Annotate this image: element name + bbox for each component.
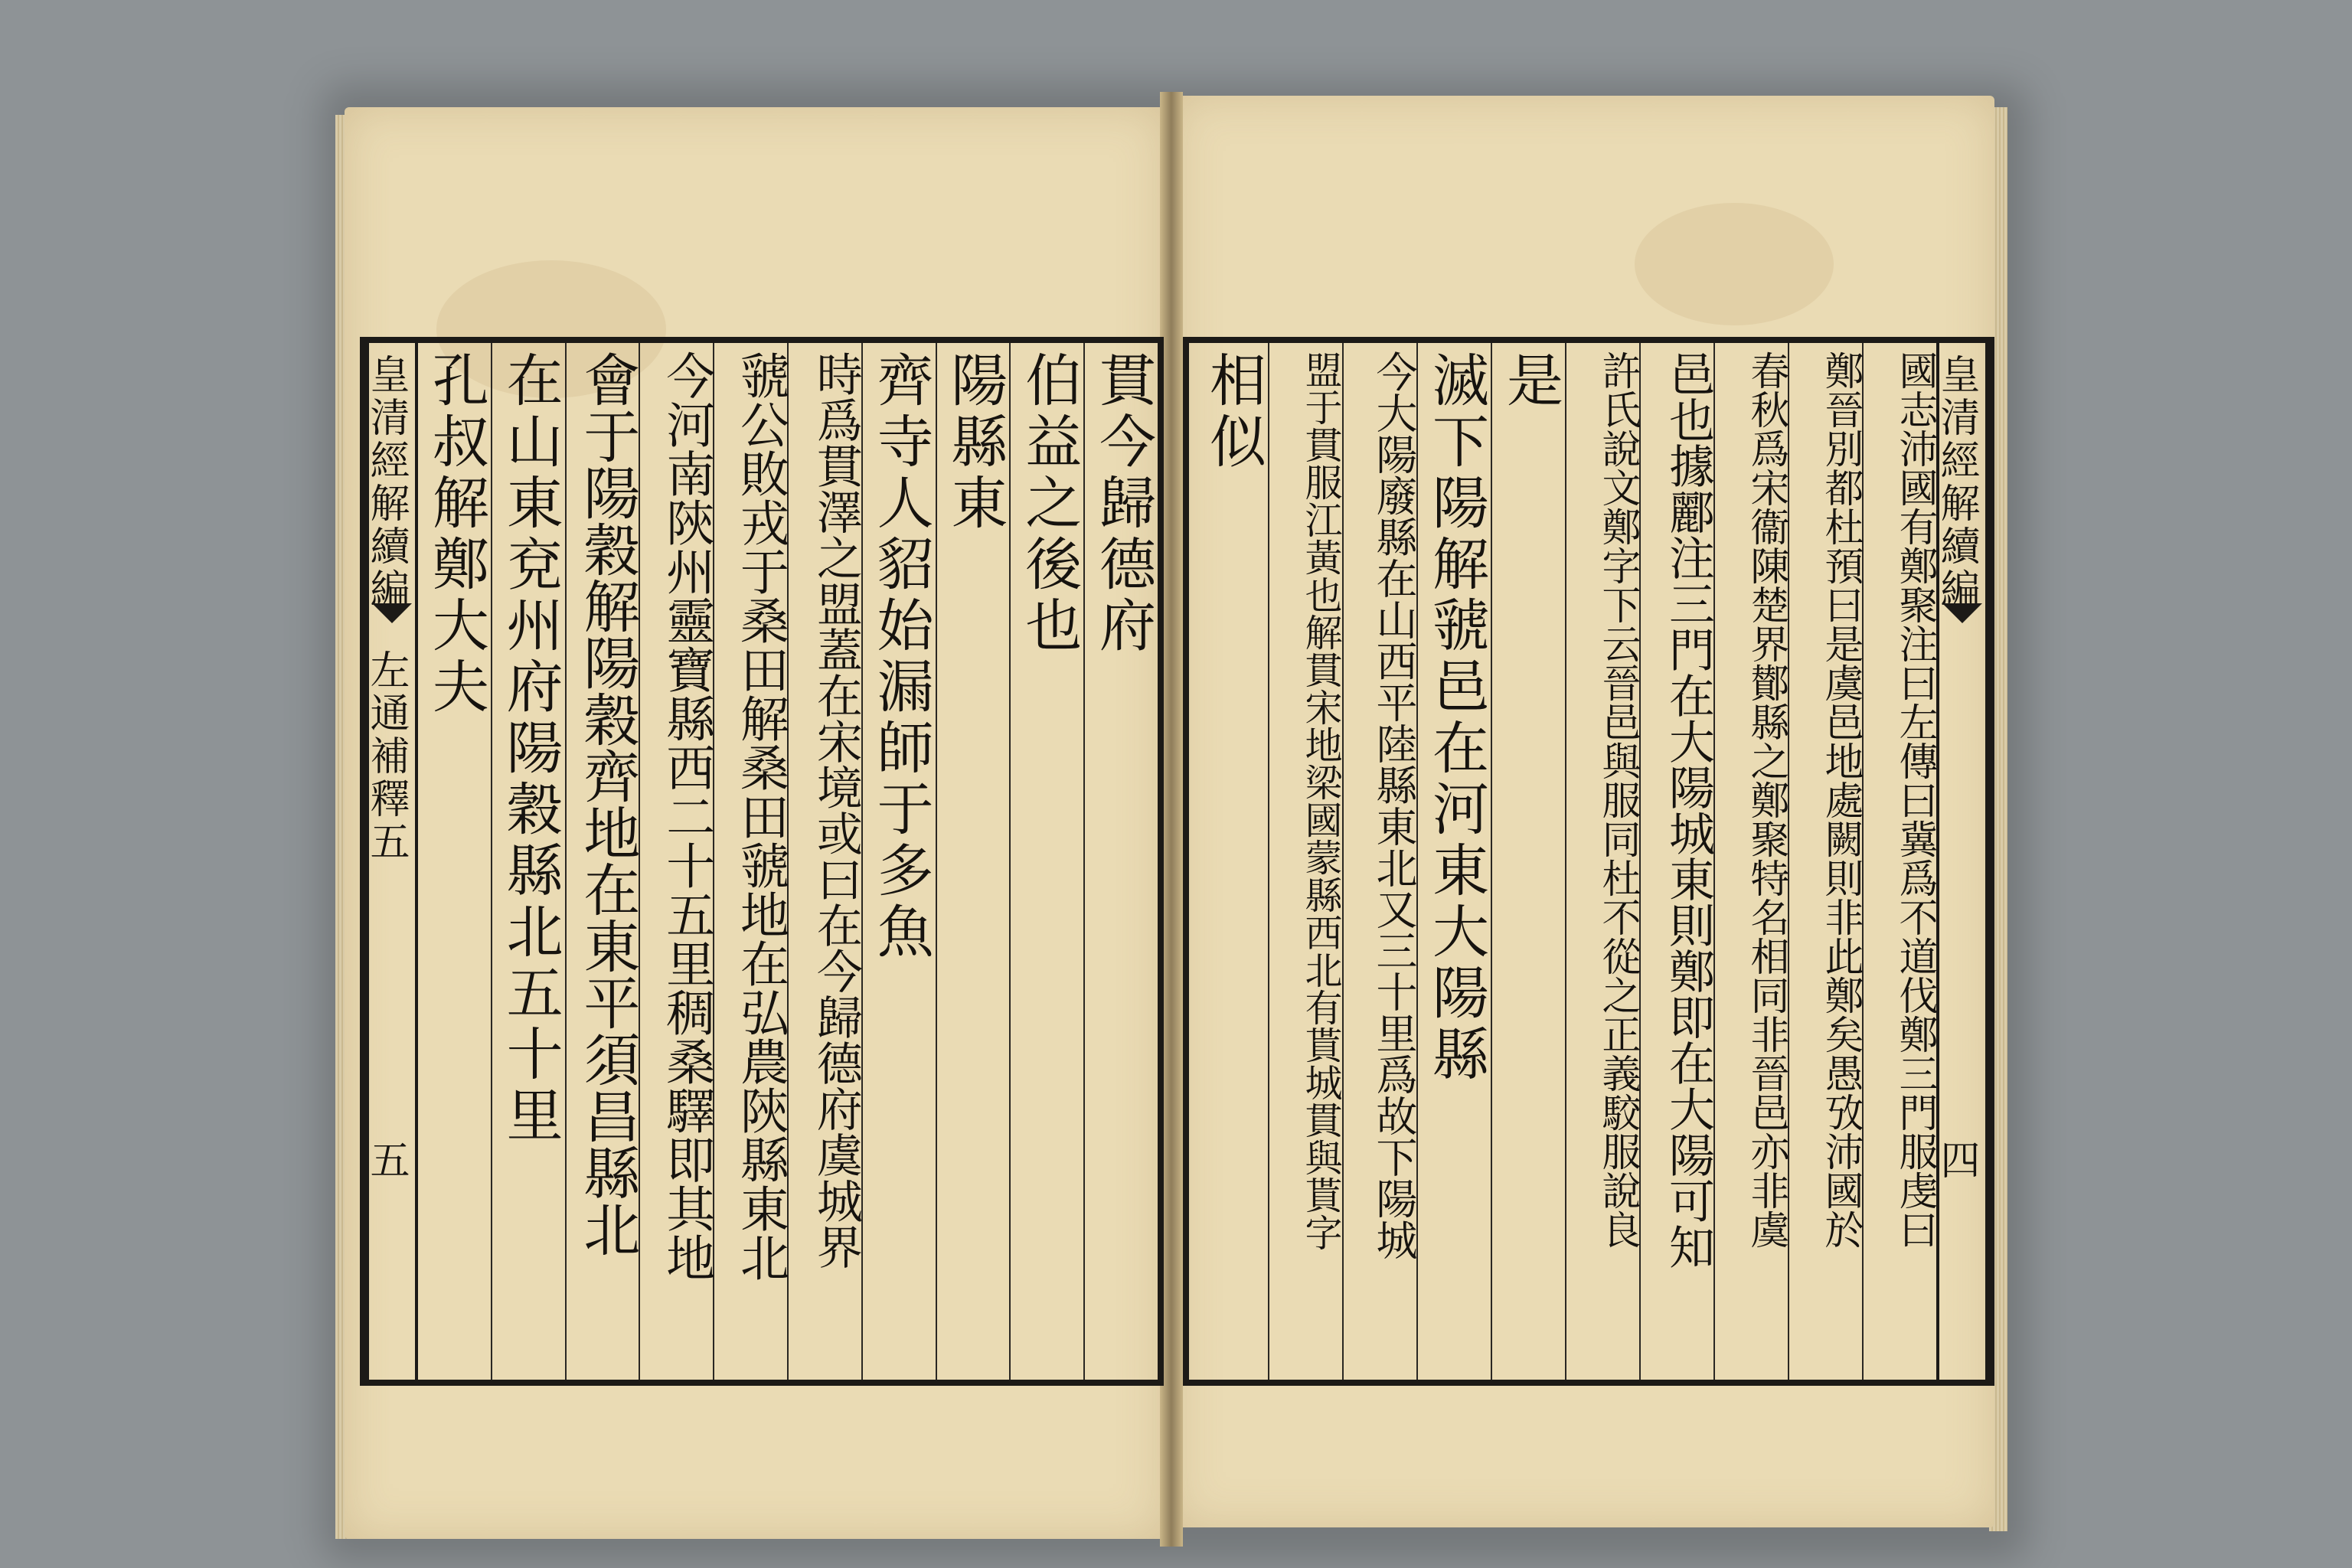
text-column: 鄭晉別都杜預曰是虞邑地處闕則非此鄭矣愚攷沛國於 [1788, 343, 1862, 1380]
text-column: 今大陽廢縣在山西平陸縣東北又三十里爲故下陽城 [1342, 343, 1416, 1380]
text-column: 邑也據酈注三門在大陽城東則鄭即在大陽可知 [1639, 343, 1713, 1380]
left-columns [418, 343, 1158, 1380]
text-column: 許氏說文鄭字下云晉邑與服同杜不從之正義駮服說良 [1565, 343, 1639, 1380]
leaf-number: 四 [1933, 1139, 1979, 1182]
text-column: 相似 [1200, 351, 1266, 473]
text-column: 時爲貫澤之盟蓋在宋境或曰在今歸德府虞城界 [787, 343, 861, 1380]
right-columns [1189, 343, 1936, 1380]
text-column: 是 [1491, 343, 1565, 1380]
text-column: 貫今歸德府 [1083, 343, 1158, 1380]
text-column: 在山東兗州府陽穀縣北五十里 [491, 343, 565, 1380]
right-center-strip [1933, 343, 1988, 1380]
text-column: 孔叔解鄭大夫 [423, 351, 489, 718]
text-column: 滅下陽解虢邑在河東大陽縣 [1416, 343, 1491, 1380]
text-column: 會于陽穀解陽穀齊地在東平須昌縣北 [565, 343, 639, 1380]
fish-tail-mark [1942, 603, 1982, 623]
left-center-strip [363, 343, 418, 1380]
book-title: 皇清經解續編 [1933, 354, 1979, 611]
paper-stain [1635, 203, 1834, 325]
text-column: 陽縣東 [936, 343, 1010, 1380]
text-column: 春秋爲宋衞陳楚界鄼縣之鄭聚特名相同非晉邑亦非虞 [1713, 343, 1788, 1380]
leaf-number: 五 [363, 1139, 409, 1182]
text-column: 國志沛國有鄭聚注曰左傳曰冀爲不道伐鄭三門服虔曰 [1862, 343, 1936, 1380]
text-column: 伯益之後也 [1009, 343, 1083, 1380]
chapter-title: 左通補釋五 [363, 649, 409, 864]
text-column: 盟于貫服江黃也解貫宋地梁國蒙縣西北有貰城貫與貰字 [1268, 343, 1342, 1380]
right-text-frame [1183, 337, 1994, 1386]
text-column: 齊寺人貂始漏師于多魚 [861, 343, 936, 1380]
text-column: 虢公敗戎于桑田解桑田虢地在弘農陝縣東北 [713, 343, 787, 1380]
fish-tail-mark [372, 603, 412, 623]
left-text-frame [360, 337, 1164, 1386]
book-title: 皇清經解續編 [363, 354, 409, 611]
text-column: 今河南陝州靈寶縣西二十五里稠桑驛即其地 [639, 343, 713, 1380]
